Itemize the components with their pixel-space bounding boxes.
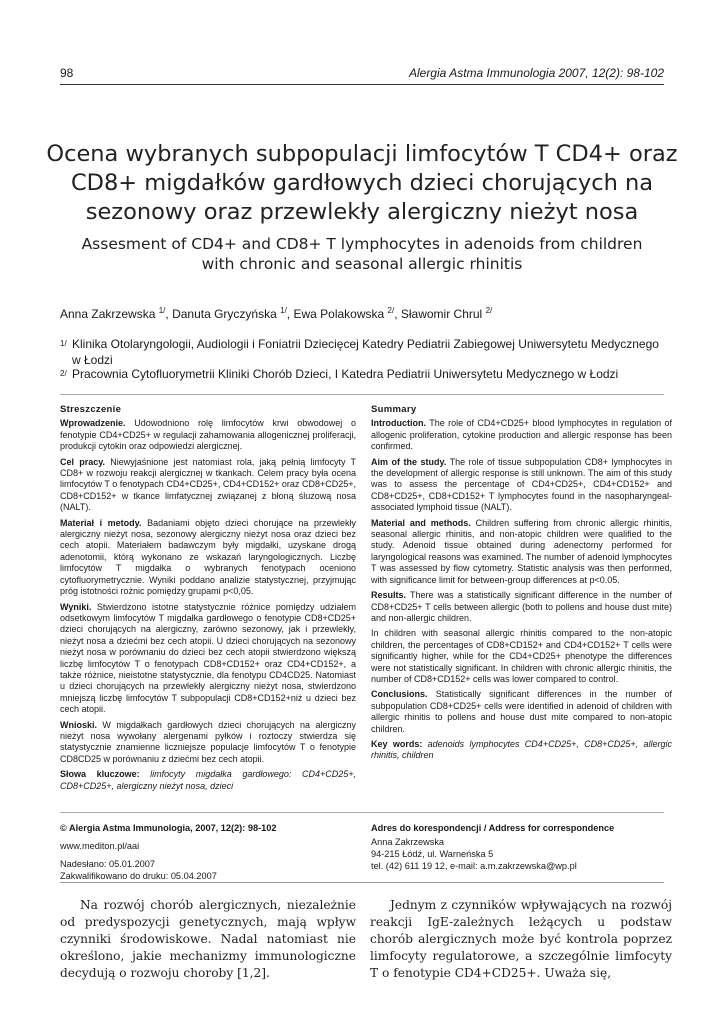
section-label: Wnioski. bbox=[60, 719, 98, 730]
abstract-paragraph bbox=[60, 457, 356, 514]
affiliation bbox=[60, 336, 670, 368]
section-text: The role of CD4+CD25+ blood lymphocytes in regulation of allogenic proliferation, cytokine production and allergic response has been confirmed. bbox=[371, 418, 672, 452]
section-label: Wprowadzenie. bbox=[60, 418, 126, 429]
correspondence-heading: Adres do korespondencji / Address for correspondence bbox=[371, 823, 615, 833]
section-text: Statistically significant differences in the number of subpopulation CD8+CD25+ cells were identified in adenoid of children with allergic rhinitis to pollens and house dust mite compared to non-atopic children. bbox=[371, 689, 672, 734]
keywords-text: limfocyty migdałka gardłowego: CD4+CD25+, CD8+CD25+, alergiczny nieżyt nosa, dzieci bbox=[60, 769, 356, 791]
publication-info bbox=[60, 822, 356, 882]
abstract-paragraph bbox=[371, 689, 672, 735]
abstract-heading: Streszczenie bbox=[60, 404, 122, 415]
running-header bbox=[60, 66, 664, 82]
keywords-label: Key words: bbox=[371, 738, 423, 749]
section-text: In children with seasonal allergic rhinitis compared to the non-atopic children, the percentages of CD8+CD152+ and CD4+CD152+ T cells were significantly higher, while for the CD4+CD25+ phenotype the differences were not statistically significant. In children with chronic allergic rhinitis, the number of CD8+CD152+ cells was lower compared to control. bbox=[371, 628, 672, 684]
section-text: The role of tissue subpopulation CD8+ lymphocytes in the development of allergic response is still unknown. The aim of this study was to assess the percentage of CD4+CD25+, CD4+CD152+ and CD8+CD25+, CD8+CD152+ T lymphocytes found in the nasopharyngeal-associated lymphoid tissue (NALT). bbox=[371, 456, 672, 513]
affiliation-text: Pracownia Cytofluorymetrii Kliniki Chorób Dzieci, I Katedra Pediatrii Uniwersytetu Medycznego w Łodzi bbox=[72, 367, 619, 381]
section-text: Children suffering from chronic allergic rhinitis, seasonal allergic rhinitis, and non-atopic children were qualified to the study. Adenoid tissue obtained during adenectomy performed for laryngological reasons was examined. The number of adenoid lymphocytes T was assessed by flow cytometry. Statistic analysis was then performed, with significance limit for between-group differences at p<0.05. bbox=[371, 517, 672, 585]
section-text: W migdałkach gardłowych dzieci chorujących na alergiczny nieżyt nosa wywołany alergenami pyłków i roztoczy stwierdza się statystycznie znamienne liczniejsze populacje limfocytów T o fenotypie CD8CD25 w porównaniu z dziećmi bez cech atopii. bbox=[60, 719, 356, 764]
author-name: Ewa Polakowska bbox=[293, 307, 385, 321]
body-paragraph bbox=[60, 897, 356, 982]
section-label: Conclusions. bbox=[371, 689, 428, 700]
page-number: 98 bbox=[60, 66, 74, 80]
section-text: Udowodniono rolę limfocytów krwi obwodowej o fenotypie CD4+CD25+ w regulacji zahamowania allogenicznej proliferacji, produkcji cytokin oraz odpowiedzi alergicznej. bbox=[60, 418, 356, 452]
section-label: Cel pracy. bbox=[60, 456, 106, 467]
section-text: Badaniami objęto dzieci chorujące na przewlekły alergiczny nieżyt nosa, sezonowy alergiczny nieżyt nosa oraz dzieci bez cech atopii. Materiałem badawczym były migdałki, uzyskane drogą adenotomii, którą wykonano ze wskazań laryngologicznych. Liczbę limfocytów T migdałka o wybranych fenotypach oceniono cytofluorymetrycznie. Wyniki poddano analizie statystycznej, przyjmując próg istotności rożnic pomiędzy grupami p<0,05. bbox=[60, 517, 357, 597]
abstract-paragraph bbox=[60, 518, 356, 598]
section-label: Results. bbox=[371, 590, 407, 601]
abstract-paragraph bbox=[371, 518, 672, 586]
author-affiliation-mark: 1/ bbox=[280, 306, 287, 315]
correspondence-name: Anna Zakrzewska bbox=[371, 837, 445, 847]
affiliation-number: 1/ bbox=[60, 339, 67, 348]
title-pl-line: CD8+ migdałków gardłowych dzieci chorujących na bbox=[70, 170, 654, 196]
affiliation bbox=[60, 366, 670, 382]
correspondence-contact: tel. (42) 611 19 12, e-mail: a.m.zakrzewska@wp.pl bbox=[371, 861, 577, 871]
author-affiliation-mark: 1/ bbox=[158, 306, 166, 315]
title-english bbox=[40, 234, 684, 274]
header-rule bbox=[60, 84, 664, 85]
abstract-paragraph bbox=[371, 457, 672, 514]
abstract-english bbox=[371, 404, 672, 766]
abstract-paragraph bbox=[60, 720, 356, 766]
body-text: Na rozwój chorób alergicznych, niezależnie od predyspozycji genetycznych, mają wpływ czynniki środowiskowe. Nadal natomiast nie określono, jakie mechanizmy immunologiczne decydują o rozwoju choroby [1,2]. bbox=[60, 898, 356, 980]
footer-top-rule bbox=[60, 812, 664, 813]
title-en-line: Assesment of CD4+ and CD8+ T lymphocytes in adenoids from children bbox=[81, 235, 643, 253]
abstract-paragraph bbox=[60, 602, 356, 716]
author-affiliation-mark: 2/ bbox=[485, 306, 493, 315]
section-text: There was a statistically significant difference in the number of CD8+CD25+ T cells between allergic (both to pollens and house dust mite) and non-allergic children. bbox=[371, 590, 672, 623]
title-pl-line: sezonowy oraz przewlekły alergiczny nieżyt nosa bbox=[85, 199, 639, 225]
abstract-paragraph bbox=[371, 418, 672, 452]
correspondence-address: 94-215 Łódź, ul. Warneńska 5 bbox=[371, 849, 494, 859]
author-affiliation-mark: 2/ bbox=[387, 306, 395, 315]
keywords-label: Słowa kluczowe: bbox=[60, 769, 140, 780]
section-label: Introduction. bbox=[371, 418, 426, 429]
abstract-top-rule bbox=[60, 394, 664, 395]
title-pl-line: Ocena wybranych subpopulacji limfocytów T CD4+ oraz bbox=[46, 141, 678, 167]
body-paragraph bbox=[370, 897, 672, 982]
keywords bbox=[371, 739, 672, 762]
title-en-line: with chronic and seasonal allergic rhinitis bbox=[201, 255, 523, 273]
section-label: Material and methods. bbox=[371, 517, 471, 528]
body-top-rule bbox=[60, 882, 664, 883]
journal-citation: Alergia Astma Immunologia 2007, 12(2): 98-102 bbox=[408, 66, 664, 80]
section-label: Aim of the study. bbox=[371, 456, 447, 467]
author-name: Sławomir Chrul bbox=[400, 307, 483, 321]
journal-url[interactable]: www.mediton.pl/aai bbox=[60, 841, 140, 851]
keywords bbox=[60, 769, 356, 792]
section-label: Materiał i metody. bbox=[60, 517, 142, 528]
abstract-heading: Summary bbox=[371, 404, 417, 415]
abstract-paragraph bbox=[371, 628, 672, 685]
section-text: Stwierdzono istotne statystycznie różnice pomiędzy udziałem odsetkowym limfocytów T migdałka gardłowego o fenotypie CD8+CD25+ dzieci chorujących na alergiczny, zarówno sezonowy, jak i przewlekły, nieżyt nosa a dziećmi bez cech atopii. U dzieci chorujących na sezonowy nieżyt nosa w porównaniu do dzieci bez cech atopii stwierdzono większą liczbę limfocytów T o fenotypach CD8+CD152+ oraz CD4+CD152+, a także różnice, nieistotne statystycznie, dla fenotypu CD4CD25. Natomiast u dzieci chorujących na przewlekły alergiczny nieżyt nosa, stwierdzono mniejszą liczbę limfocytów T subpopulacji CD8+CD152+niż u dzieci bez cech atopii. bbox=[60, 601, 356, 715]
abstract-paragraph bbox=[60, 418, 356, 452]
author-name: Danuta Gryczyńska bbox=[172, 307, 277, 321]
affiliation-text: Klinika Otolaryngologii, Audiologii i Foniatrii Dziecięcej Katedry Pediatrii Zabiegowej Uniwersytetu Medycznego w Łodzi bbox=[72, 337, 659, 367]
author-list: Anna Zakrzewska $^{1/}$, Danuta Gryczyńska $^{1/}$, Ewa Polakowska $^{2/}$, Sławomir Chrul $^{2/}$ bbox=[60, 306, 493, 321]
body-text: Jednym z czynników wpływających na rozwój reakcji IgE-zależnych leżących u podstaw chorób alergicznych może być kontrola poprzez limfocyty regulatorowe, a szczególnie limfocyty T o fenotypie CD4+CD25+. Uważa się, bbox=[370, 898, 672, 980]
accepted-date: Zakwalifikowano do druku: 05.04.2007 bbox=[60, 871, 217, 881]
abstract-paragraph bbox=[371, 590, 672, 624]
section-label: Wyniki. bbox=[60, 601, 92, 612]
author-name: Anna Zakrzewska bbox=[60, 307, 156, 321]
copyright-line: © Alergia Astma Immunologia, 2007, 12(2): 98-102 bbox=[60, 823, 277, 833]
section-text: Niewyjaśnione jest natomiast rola, jaką pełnią limfocyty T CD8+ w rozwoju reakcji alergicznej w tkankach. Celem pracy była ocena limfocytów T o fenotypach CD4+CD25+, CD4+CD152+ oraz CD8+CD25+, CD8+CD152+ w tkance limfatycznej związanej z błoną śluzową nosa (NALT). bbox=[60, 456, 356, 513]
correspondence bbox=[371, 822, 672, 872]
abstract-polish bbox=[60, 404, 356, 796]
title-polish bbox=[40, 140, 684, 227]
keywords-text: adenoids lymphocytes CD4+CD25+, CD8+CD25+, allergic rhinitis, children bbox=[371, 738, 672, 761]
received-date: Nadesłano: 05.01.2007 bbox=[60, 859, 156, 869]
affiliation-number: 2/ bbox=[60, 369, 67, 378]
